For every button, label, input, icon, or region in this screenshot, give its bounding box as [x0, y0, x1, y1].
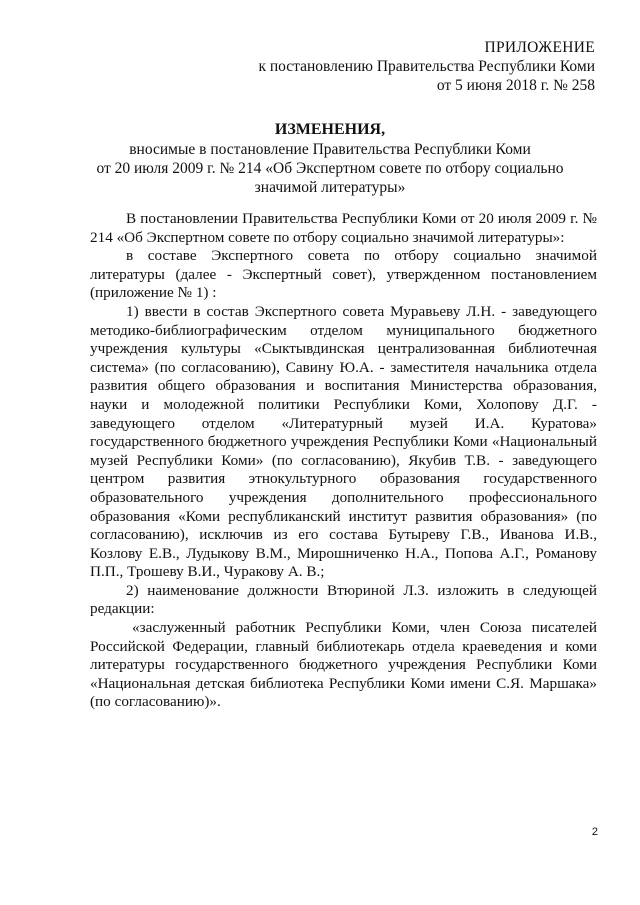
item-2-paragraph: 2) наименование должности Втюриной Л.З. изложить в следующей редакции: — [90, 581, 597, 618]
item-1-paragraph: 1) ввести в состав Экспертного совета Муравьеву Л.Н. - заведующего методико-библиографическим отделом муниципального бюджетного учреждения культуры «Сыктывдинская централизованная библиотечная система» (по согласованию), Савину Ю.А. - заместителя начальника отдела развития общего образования и воспитания Министерства образования, науки и молодежной политики Республики Коми, Холопову Д.Г. - заведующего отделом «Литературный музей И.А. Куратова» государственного бюджетного учреждения Республики Коми «Национальный музей Республики Коми» (по согласованию), Якубив Т.В. - заведующего центром развития этнокультурного образования государственного образовательного учреждения дополнительного профессионального образования «Коми республиканский институт развития образования» (по согласованию), исключив из его состава Бутыреву Г.В., Иванова И.В., Козлову Е.В., Лудыкову В.М., Мирошниченко Н.А., Попова А.Г., Романову П.П., Трошеву В.И., Чуракову А. В.; — [90, 302, 597, 581]
title-subline-2: от 20 июля 2009 г. № 214 «Об Экспертном совете по отбору социально — [96, 160, 564, 177]
quoted-position-paragraph: «заслуженный работник Республики Коми, член Союза писателей Российской Федерации, главный библиотекарь отдела краеведения и коми литературы государственного бюджетного учреждения Республики Коми «Национальная детская библиотека Республики Коми имени С.Я. Маршака» (по согласованию)». — [90, 619, 597, 711]
appendix-header — [258, 38, 595, 95]
title-subline-1: вносимые в постановление Правительства Республики Коми — [129, 141, 531, 158]
appendix-date-line: от 5 июня 2018 г. № 258 — [436, 77, 595, 94]
title-subline-3: значимой литературы» — [254, 179, 406, 196]
composition-paragraph: в составе Экспертного совета по отбору социально значимой литературы (далее - Экспертный совет), утвержденном постановлением (приложение № 1) : — [90, 247, 597, 302]
document-title-block — [60, 120, 600, 197]
document-body — [90, 210, 597, 712]
page-number: 2 — [591, 826, 598, 838]
appendix-reference-line: к постановлению Правительства Республики Коми — [258, 58, 595, 75]
appendix-label: ПРИЛОЖЕНИЕ — [484, 39, 595, 56]
document-title: ИЗМЕНЕНИЯ, — [274, 121, 386, 138]
intro-paragraph: В постановлении Правительства Республики Коми от 20 июля 2009 г. № 214 «Об Экспертном совете по отбору социально значимой литературы»: — [90, 210, 597, 246]
